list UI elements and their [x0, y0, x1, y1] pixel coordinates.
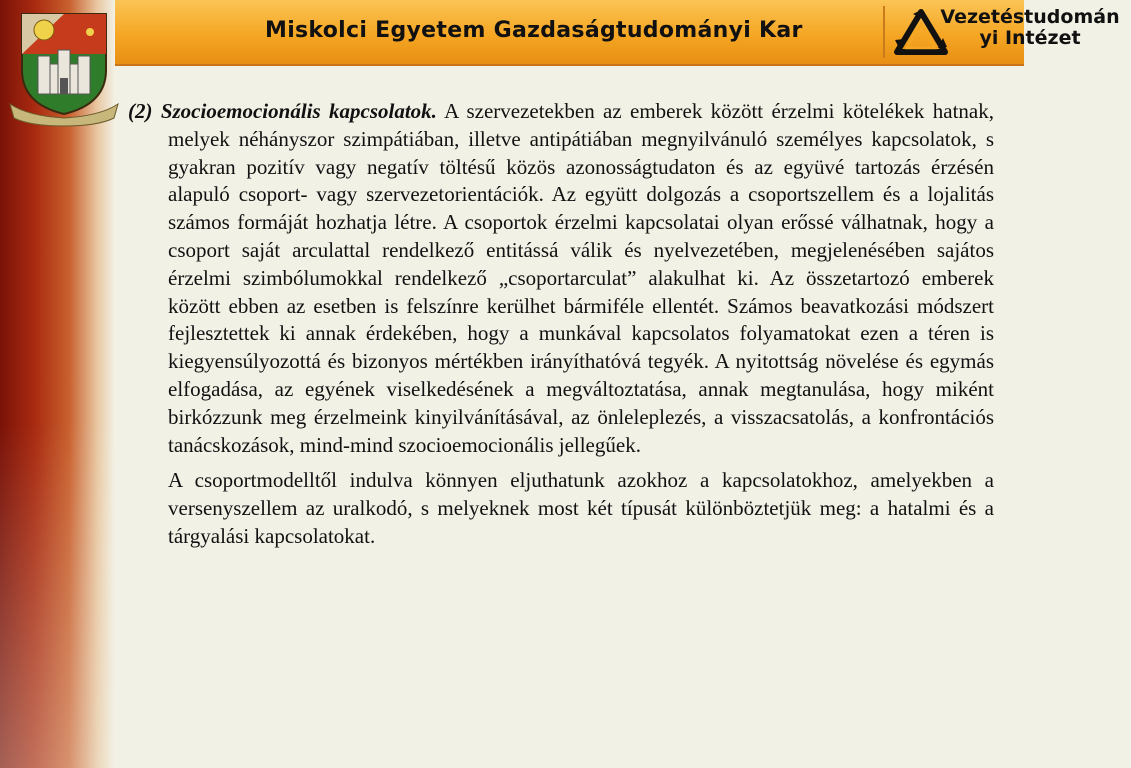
university-crest-icon: [8, 8, 120, 124]
paragraph-group-model: A csoportmodelltől indulva könnyen eljuthatunk azokhoz a kapcsolatokhoz, amelyekben a versenyszellem az uralkodó, s melyeknek most két típusát különböztetjük meg: a hatalmi és a tárgyalási kapcsolatokat.: [168, 468, 994, 548]
content-area: [128, 98, 994, 551]
header-divider: [883, 6, 885, 58]
institute-box: [891, 4, 1131, 62]
paragraph-body: A szervezetekben az emberek között érzelmi kötelékek hatnak, melyek néhányszor szimpátiában, illetve antipátiában megnyilvánuló személyes kapcsolatok, s gyakran pozitív vagy negatív töltésű közös azonosságtudaton és az együvé tartozás érzésén alapuló csoport- vagy szervezetorientációk. Az együtt dolgozás a csoportszellem és a lojalitás számos formáját hozhatja létre. A csoportok érzelmi kapcsolatai olyan erőssé válhatnak, hogy a csoport saját arculattal rendelkező entitássá válik és nyelvezetében, megjelenésében sajátos érzelmi szimbólumokkal rendelkező „csoportarculat” alakulhat ki. Az összetartozó emberek között ebben az esetben is felszínre kerülhet bármiféle ellentét. Számos beavatkozási módszert fejlesztettek ki annak érdekében, hogy a munkával kapcsolatos folyamatokat ezen a téren is kiegyensúlyozottá és bizonyos mértékben irányíthatóvá tegyék. A nyitottság növelése és egymás elfogadása, az egyének viselkedésének a megváltoztatása, annak megtanulása, hogy miként birkózzunk meg érzelmeink kinyilvánításával, az önleleplezés, a visszacsatolás, a konfrontációs tanácskozások, mind-mind szocioemocionális jellegűek.: [168, 99, 994, 457]
header-strip: [115, 0, 1120, 66]
institute-line-1: Vezetéstudomán: [940, 6, 1120, 28]
paragraph-socioemotional: [128, 98, 994, 459]
paragraph-lead: (2) Szocioemocionális kapcsolatok.: [128, 99, 437, 123]
header-title: Miskolci Egyetem Gazdaságtudományi Kar: [265, 18, 803, 43]
institute-line-2: yi Intézet: [979, 27, 1081, 49]
institute-name: [935, 7, 1125, 49]
